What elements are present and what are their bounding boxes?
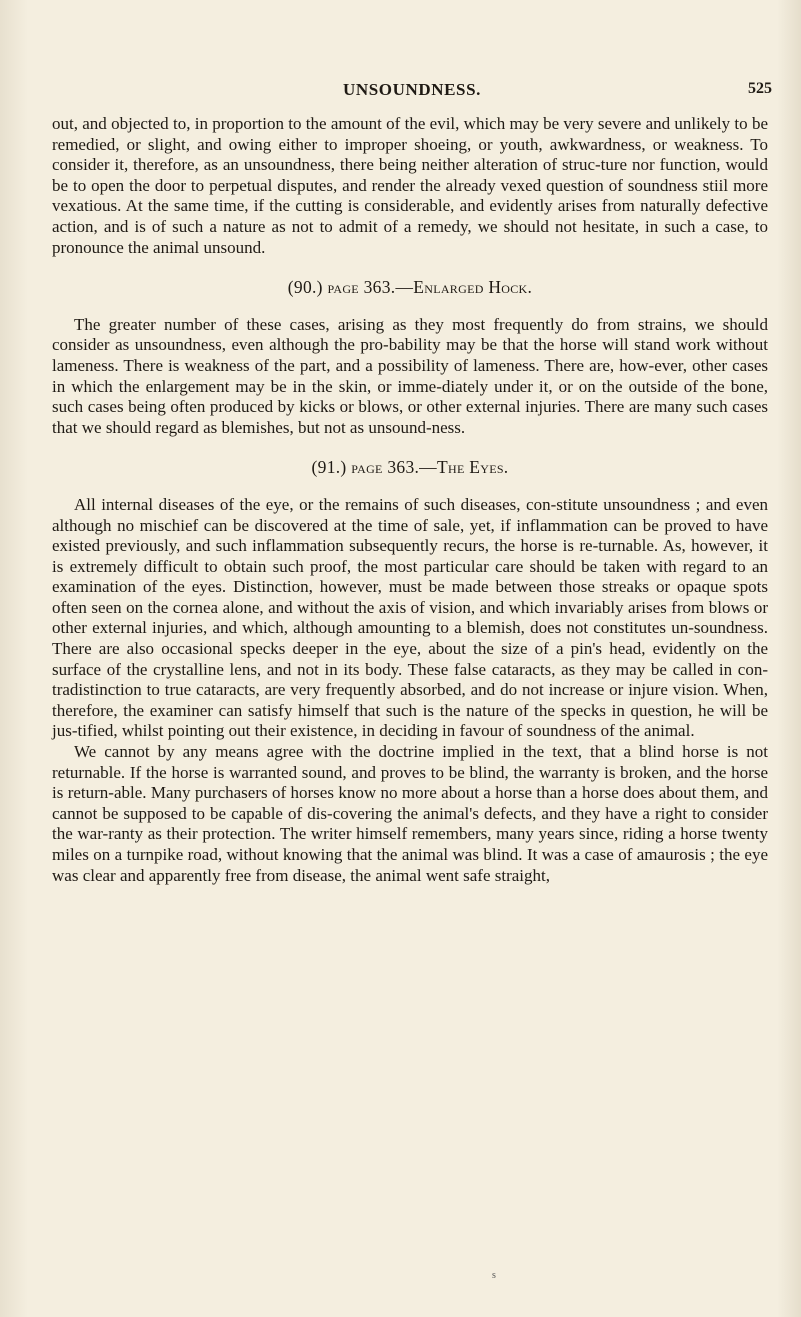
page-number: 525 — [748, 80, 772, 97]
section-heading-90: (90.) page 363.—Enlarged Hock. — [287, 277, 533, 298]
body-text — [52, 114, 768, 886]
section-heading-91: (91.) page 363.—The Eyes. — [311, 457, 509, 478]
intro-paragraph: out, and objected to, in proportion to the amount of the evil, which may be very severe and unlikely to be remedied, or slight, and owing either to improper shoeing, or youth, awkwardness, or weakness. To consider it, therefore, as an unsoundness, there being neither alteration of struc-ture nor function, would be to open the door to perpetual disputes, and render the already vexed question of soundness stiil more vexatious. At the same time, if the cutting is considerable, and evidently arises from naturally defective action, and is of such a nature as not to admit of a remedy, we should not hesitate, in such a case, to pronounce the animal unsound. — [52, 114, 768, 257]
section-91-paragraph-1: All internal diseases of the eye, or the remains of such diseases, con-stitute unsoundness ; and even although no mischief can be discovered at the time of sale, yet, if inflammation can be proved to have existed previously, and such inflammation subsequently recurs, the horse is re-turnable. As, however, it is extremely difficult to obtain such proof, the most particular care should be taken with regard to an examination of the eyes. Distinction, however, must be made between those streaks or opaque spots often seen on the cornea alone, and without the axis of vision, and which invariably arises from blows or other external injuries, and which, although amounting to a blemish, does not constitutes un-soundness. There are also occasional specks deeper in the eye, about the size of a pin's head, evidently on the surface of the crystalline lens, and not in its body. These false cataracts, as they may be called in con-tradistinction to true cataracts, are very frequently absorbed, and do not increase or injure vision. When, therefore, the examiner can satisfy himself that such is the nature of the specks in question, he will be jus-tified, whilst pointing out their existence, in deciding in favour of soundness of the animal. — [52, 494, 768, 741]
signature-mark: s — [492, 1270, 496, 1281]
section-number: (91.) — [311, 457, 347, 478]
running-title: UNSOUNDNESS. — [342, 80, 482, 99]
section-90-paragraph: The greater number of these cases, arising as they most frequently do from strains, we should consider as unsoundness, even although the pro-bability may be that the horse will stand work without lameness. There is weakness of the part, and a possibility of lameness. There are, how-ever, other cases in which the enlargement may be in the skin, or imme-diately under it, or on the outside of the bone, such cases being often produced by kicks or blows, or other external injuries. There are many such cases that we should regard as blemishes, but not as unsound-ness. — [52, 314, 768, 437]
section-page-ref: page 363. — [327, 277, 396, 298]
section-page-ref: page 363. — [351, 457, 420, 478]
section-title: Enlarged Hock. — [413, 277, 533, 298]
page-header — [52, 80, 772, 104]
section-title: The Eyes. — [436, 457, 509, 478]
section-91-paragraph-2: We cannot by any means agree with the doctrine implied in the text, that a blind horse is not returnable. If the horse is warranted sound, and proves to be blind, the warranty is broken, and the horse is return-able. Many purchasers of horses know no more about a horse than a horse does about them, and cannot be supposed to be capable of dis-covering the animal's defects, and they have a right to consider the war-ranty as their protection. The writer himself remembers, many years since, riding a horse twenty miles on a turnpike road, without knowing that the animal was blind. It was a case of amaurosis ; the eye was clear and apparently free from disease, the animal went safe straight, — [52, 742, 768, 885]
section-number: (90.) — [287, 277, 323, 298]
